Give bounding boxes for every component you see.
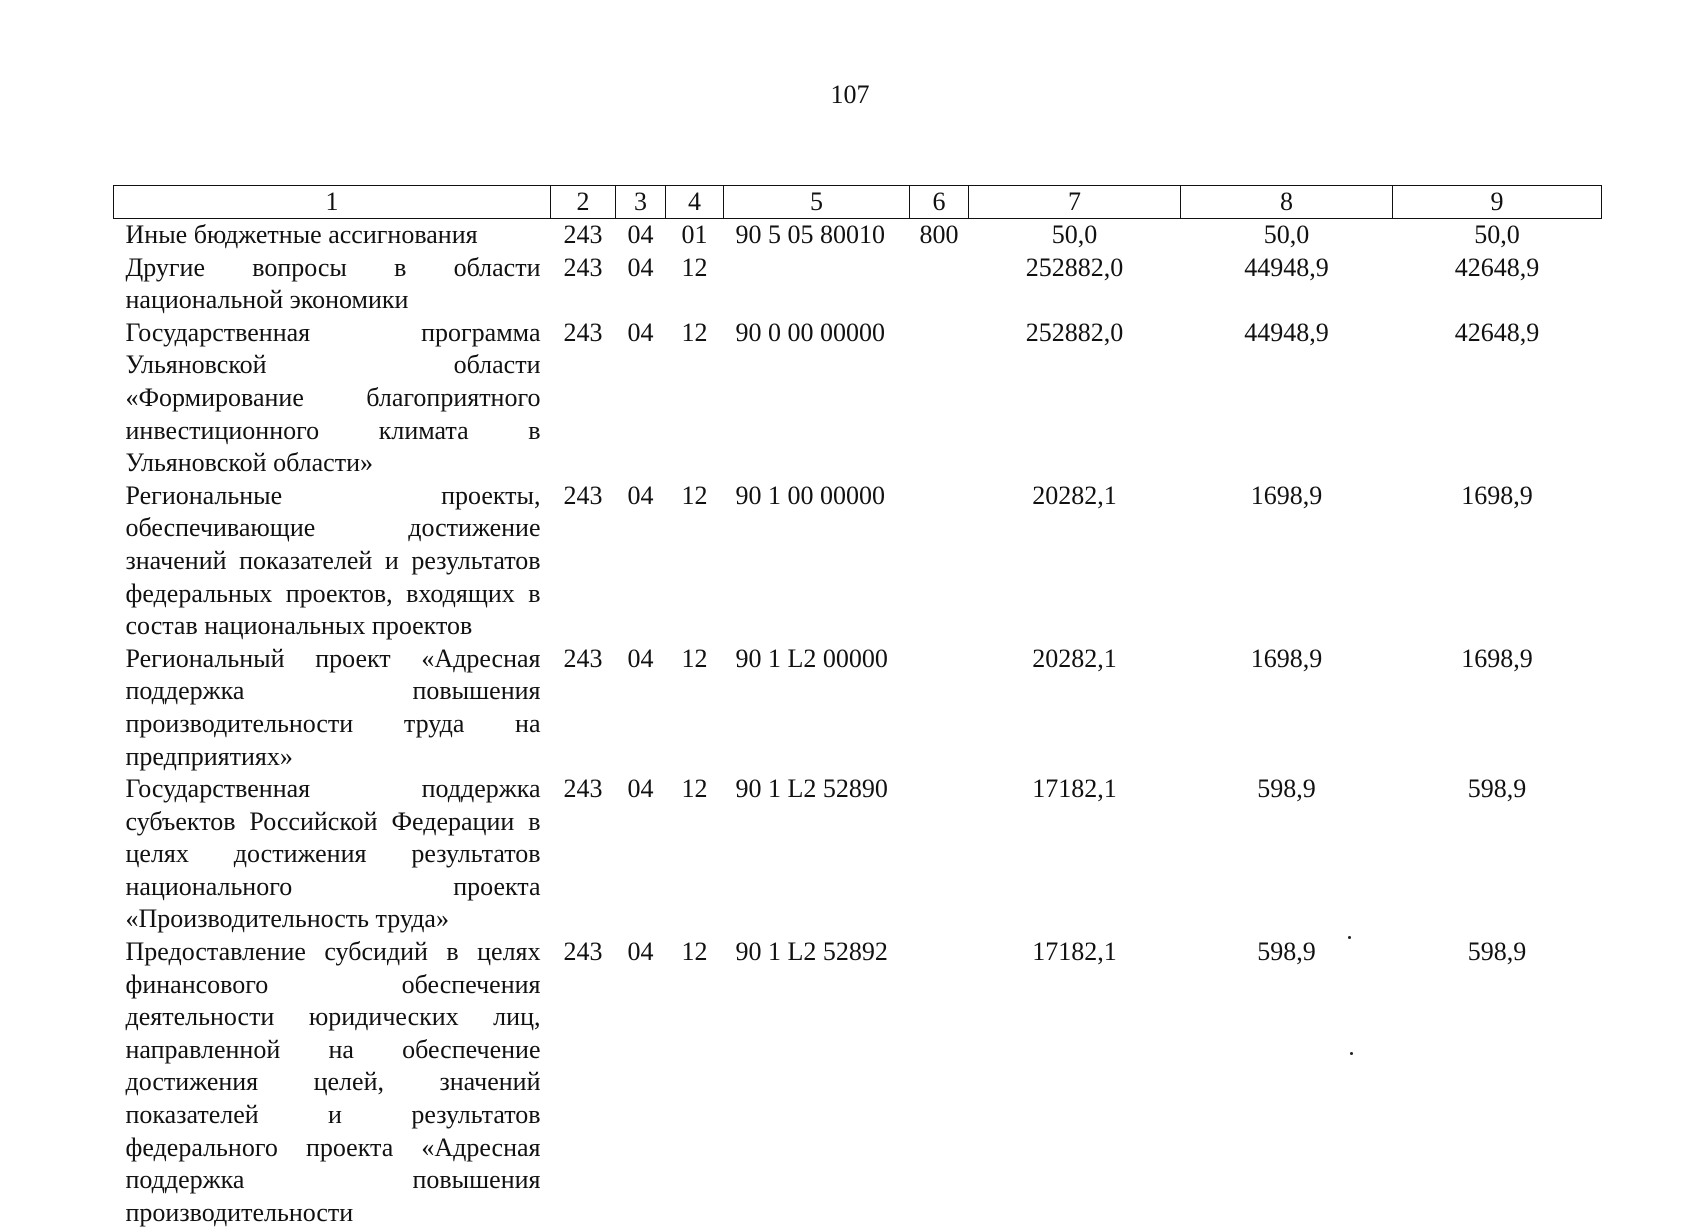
amount-cell: 50,0: [969, 219, 1181, 252]
table-row: [114, 643, 1602, 773]
amount-cell: 50,0: [1181, 219, 1393, 252]
expense-type-cell: [910, 317, 969, 480]
amount-cell: 598,9: [1393, 936, 1602, 1229]
amount-cell: 17182,1: [969, 936, 1181, 1229]
table-row: [114, 252, 1602, 317]
section-cell: 04: [616, 936, 666, 1229]
amount-cell: 598,9: [1181, 773, 1393, 936]
column-header: 6: [910, 186, 969, 219]
target-article-cell: 90 0 00 00000: [724, 317, 910, 480]
subsection-cell: 12: [666, 643, 724, 773]
amount-cell: 598,9: [1393, 773, 1602, 936]
code-cell: 243: [551, 219, 616, 252]
table-row: [114, 480, 1602, 643]
amount-cell: 20282,1: [969, 643, 1181, 773]
amount-cell: 17182,1: [969, 773, 1181, 936]
section-cell: 04: [616, 317, 666, 480]
amount-cell: 20282,1: [969, 480, 1181, 643]
code-cell: 243: [551, 317, 616, 480]
table-body: [114, 219, 1602, 1229]
target-article-cell: 90 1 L2 52892: [724, 936, 910, 1229]
column-header: 4: [666, 186, 724, 219]
amount-cell: 42648,9: [1393, 317, 1602, 480]
amount-cell: 50,0: [1393, 219, 1602, 252]
column-header: 7: [969, 186, 1181, 219]
column-header: 5: [724, 186, 910, 219]
code-cell: 243: [551, 252, 616, 317]
amount-cell: 1698,9: [1181, 643, 1393, 773]
target-article-cell: 90 5 05 80010: [724, 219, 910, 252]
subsection-cell: 12: [666, 317, 724, 480]
amount-cell: 252882,0: [969, 252, 1181, 317]
section-cell: 04: [616, 643, 666, 773]
subsection-cell: 12: [666, 936, 724, 1229]
subsection-cell: 01: [666, 219, 724, 252]
table-row: [114, 773, 1602, 936]
amount-cell: 44948,9: [1181, 317, 1393, 480]
section-cell: 04: [616, 219, 666, 252]
page-number: 107: [0, 82, 1700, 108]
expense-type-cell: [910, 480, 969, 643]
column-header: 9: [1393, 186, 1602, 219]
amount-cell: 1698,9: [1393, 643, 1602, 773]
table-row: [114, 317, 1602, 480]
amount-cell: 1698,9: [1181, 480, 1393, 643]
column-header: 8: [1181, 186, 1393, 219]
row-name-cell: Государственная поддержка субъектов Российской Федерации в целях достижения результатов национального проекта «Производительность труда»: [114, 773, 551, 936]
code-cell: 243: [551, 643, 616, 773]
target-article-cell: 90 1 L2 52890: [724, 773, 910, 936]
expense-type-cell: [910, 936, 969, 1229]
row-name-cell: Иные бюджетные ассигнования: [114, 219, 551, 252]
row-name-cell: Региональный проект «Адресная поддержка повышения производительности труда на предприятиях»: [114, 643, 551, 773]
expense-type-cell: [910, 643, 969, 773]
row-name-cell: Предоставление субсидий в целях финансового обеспечения деятельности юридических лиц, направленной на обеспечение достижения целей, значений показателей и результатов федерального проекта «Адресная поддержка повышения производительности: [114, 936, 551, 1229]
subsection-cell: 12: [666, 480, 724, 643]
expense-type-cell: 800: [910, 219, 969, 252]
section-cell: 04: [616, 480, 666, 643]
column-header: 2: [551, 186, 616, 219]
column-header: 1: [114, 186, 551, 219]
table-row: [114, 219, 1602, 252]
code-cell: 243: [551, 480, 616, 643]
target-article-cell: 90 1 L2 00000: [724, 643, 910, 773]
row-name-cell: Другие вопросы в области национальной экономики: [114, 252, 551, 317]
table-header-row: [114, 186, 1602, 219]
code-cell: 243: [551, 936, 616, 1229]
scan-speck: [1348, 936, 1351, 939]
column-header: 3: [616, 186, 666, 219]
subsection-cell: 12: [666, 252, 724, 317]
scan-speck: [1350, 1052, 1353, 1055]
amount-cell: 598,9: [1181, 936, 1393, 1229]
expense-type-cell: [910, 252, 969, 317]
target-article-cell: [724, 252, 910, 317]
section-cell: 04: [616, 773, 666, 936]
row-name-cell: Государственная программа Ульяновской области «Формирование благоприятного инвестиционного климата в Ульяновской области»: [114, 317, 551, 480]
code-cell: 243: [551, 773, 616, 936]
amount-cell: 42648,9: [1393, 252, 1602, 317]
amount-cell: 252882,0: [969, 317, 1181, 480]
table-row: [114, 936, 1602, 1229]
amount-cell: 1698,9: [1393, 480, 1602, 643]
expense-type-cell: [910, 773, 969, 936]
subsection-cell: 12: [666, 773, 724, 936]
row-name-cell: Региональные проекты, обеспечивающие достижение значений показателей и результатов федеральных проектов, входящих в состав национальных проектов: [114, 480, 551, 643]
amount-cell: 44948,9: [1181, 252, 1393, 317]
budget-table: [113, 185, 1602, 1229]
section-cell: 04: [616, 252, 666, 317]
target-article-cell: 90 1 00 00000: [724, 480, 910, 643]
